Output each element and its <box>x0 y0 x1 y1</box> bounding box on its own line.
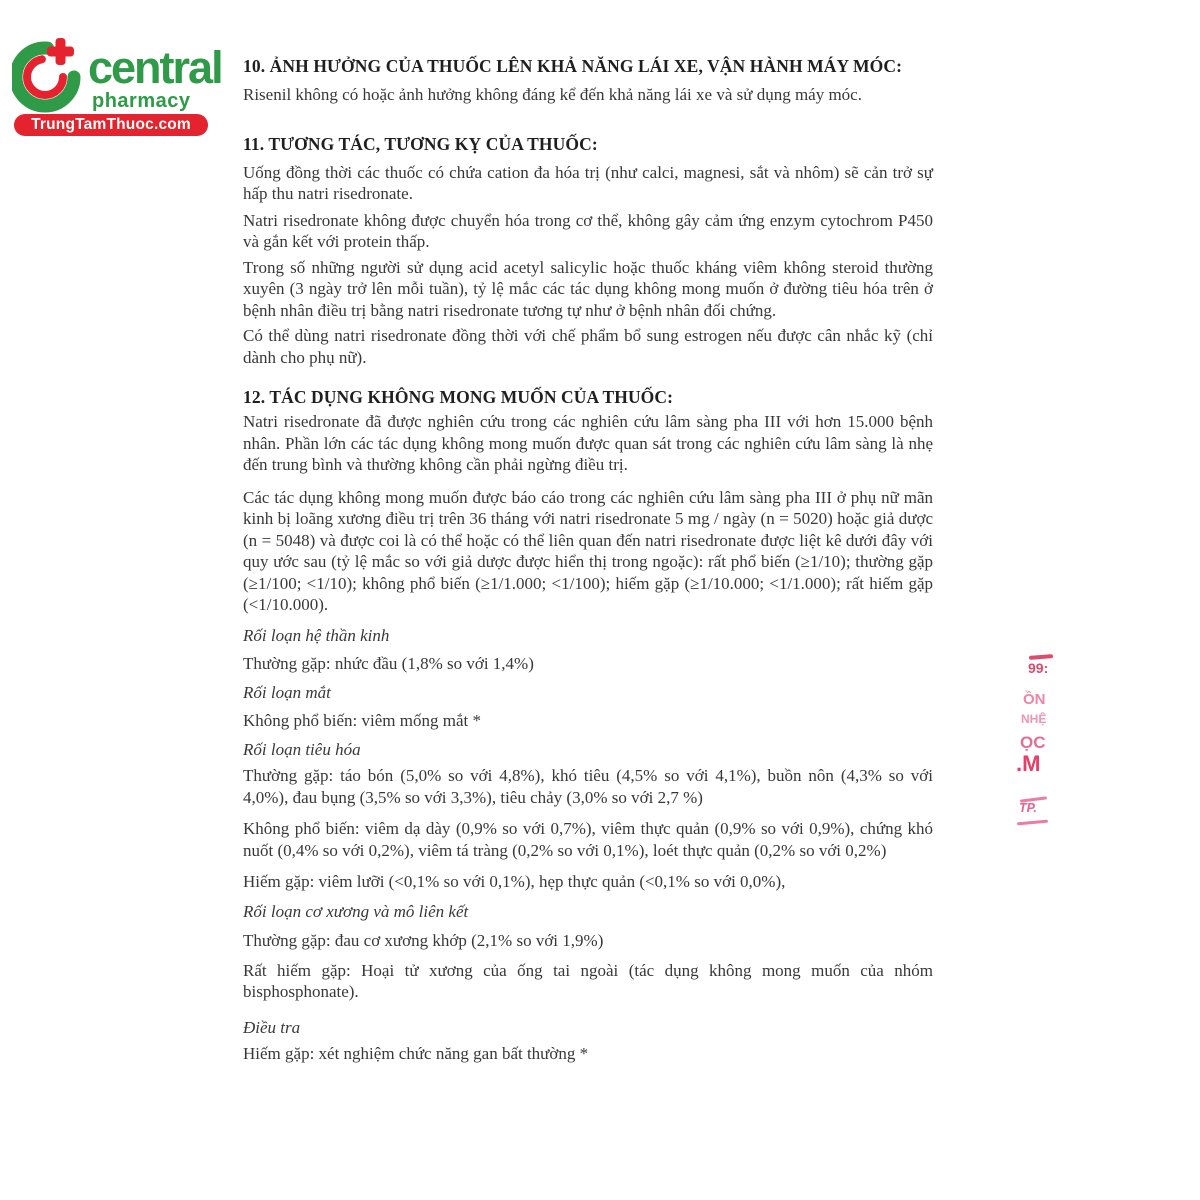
section-10-paragraph: Risenil không có hoặc ảnh hưởng không đáng kể đến khả năng lái xe và sử dụng máy móc. <box>243 85 862 104</box>
adr-line-osteonecrosis: Rất hiếm gặp: Hoại tử xương của ống tai ngoài (tác dụng không mong muốn của nhóm bisphosphonate). <box>243 960 933 1001</box>
adr-line-gi-uncommon: Không phổ biến: viêm dạ dày (0,9% so với 0,7%), viêm thực quản (0,9% so với 0,9%), chứng khó nuốt (0,4% so với 0,2%), viêm tá tràng (0,2% so với 0,1%), loét thực quản (0,2% so với 0,2%) <box>243 819 933 860</box>
adr-category-gastrointestinal: Rối loạn tiêu hóa <box>243 739 361 759</box>
adr-line-iritis: Không phổ biến: viêm mống mắt * <box>243 711 481 730</box>
adr-category-eye: Rối loạn mắt <box>243 682 331 702</box>
stamp-fragment-m: .M <box>1016 751 1041 776</box>
stamp-bar-3 <box>1017 820 1048 826</box>
adr-line-gi-rare: Hiếm gặp: viêm lưỡi (<0,1% so với 0,1%), hẹp thực quản (<0,1% so với 0,0%), <box>243 872 786 891</box>
section-12-paragraph-1: Natri risedronate đã được nghiên cứu trong các nghiên cứu lâm sàng pha III với hơn 15.000 bệnh nhân. Phần lớn các tác dụng không mong muốn được quan sát trong các nghiên cứu lâm sàng là nhẹ đến trung bình và thường không cần phải ngừng điều trị. <box>243 412 933 474</box>
section-10-heading: 10. ẢNH HƯỞNG CỦA THUỐC LÊN KHẢ NĂNG LÁI XE, VẬN HÀNH MÁY MÓC: <box>243 56 903 76</box>
adr-line-gi-common: Thường gặp: táo bón (5,0% so với 4,8%), khó tiêu (4,5% so với 4,1%), buồn nôn (4,3% so với 4,0%), đau bụng (3,5% so với 3,3%), tiêu chảy (3,0% so với 2,7 %) <box>243 766 933 807</box>
adr-category-musculoskeletal: Rối loạn cơ xương và mô liên kết <box>243 901 469 921</box>
document-text-column <box>243 55 933 1065</box>
adr-line-musculoskeletal-common: Thường gặp: đau cơ xương khớp (2,1% so với 1,9%) <box>243 931 604 950</box>
adr-category-investigations: Điều tra <box>243 1017 301 1037</box>
section-11-paragraph-3: Trong số những người sử dụng acid acetyl salicylic hoặc thuốc kháng viêm không steroid thường xuyên (3 ngày trở lên mỗi tuần), tỷ lệ mắc các tác dụng không mong muốn ở đường tiêu hóa trên ở bệnh nhân điều trị bằng natri risedronate tương tự như ở bệnh nhân đối chứng. <box>243 257 933 320</box>
adr-line-liver-function: Hiếm gặp: xét nghiệm chức năng gan bất thường * <box>243 1044 589 1063</box>
stamp-fragment-tp: TP. <box>1019 801 1037 815</box>
section-12-heading: 12. TÁC DỤNG KHÔNG MONG MUỐN CỦA THUỐC: <box>243 387 674 407</box>
logo-badge: TrungTamThuoc.com <box>14 114 208 136</box>
central-pharmacy-logo <box>12 38 222 140</box>
stamp-bar-1 <box>1029 654 1053 660</box>
section-11-paragraph-2: Natri risedronate không được chuyển hóa trong cơ thể, không gây cảm ứng enzym cytochrom P450 và gắn kết với protein thấp. <box>243 210 933 251</box>
stamp-fragment-99: 99: <box>1028 660 1049 676</box>
adr-line-headache: Thường gặp: nhức đầu (1,8% so với 1,4%) <box>243 654 534 673</box>
adr-category-nervous-system: Rối loạn hệ thần kinh <box>243 625 390 645</box>
section-11-paragraph-1: Uống đồng thời các thuốc có chứa cation đa hóa trị (như calci, magnesi, sắt và nhôm) sẽ cản trở sự hấp thu natri risedronate. <box>243 162 933 203</box>
logo-tagline-text: pharmacy <box>92 90 191 112</box>
stamp-fragment-on: ỒN <box>1023 691 1046 708</box>
logo-brand-text: central <box>88 42 222 93</box>
stamp-fragment-oc: ỌC <box>1020 733 1046 752</box>
section-11-paragraph-4: Có thể dùng natri risedronate đồng thời với chế phẩm bổ sung estrogen nếu được cân nhắc kỹ (chỉ dành cho phụ nữ). <box>243 326 933 367</box>
section-11-heading: 11. TƯƠNG TÁC, TƯƠNG KỴ CỦA THUỐC: <box>243 133 598 154</box>
stamp-fragment-nhe: NHỆ <box>1021 712 1047 726</box>
section-12-paragraph-2: Các tác dụng không mong muốn được báo cáo trong các nghiên cứu lâm sàng pha III ở phụ nữ mãn kinh bị loãng xương điều trị trên 36 tháng với natri risedronate 5 mg / ngày (n = 5020) hoặc giả dược (n = 5048) và được coi là có thể hoặc có thể liên quan đến natri risedronate được liệt kê dưới đây với quy ước sau (tỷ lệ mắc so với giả dược được hiển thị trong ngoặc): rất phổ biến (≥1/10); thường gặp (≥1/100; <1/10); không phổ biến (≥1/1.000; <1/100); hiếm gặp (≥1/10.000; <1/1.000); rất hiếm gặp (<1/10.000). <box>243 487 933 614</box>
